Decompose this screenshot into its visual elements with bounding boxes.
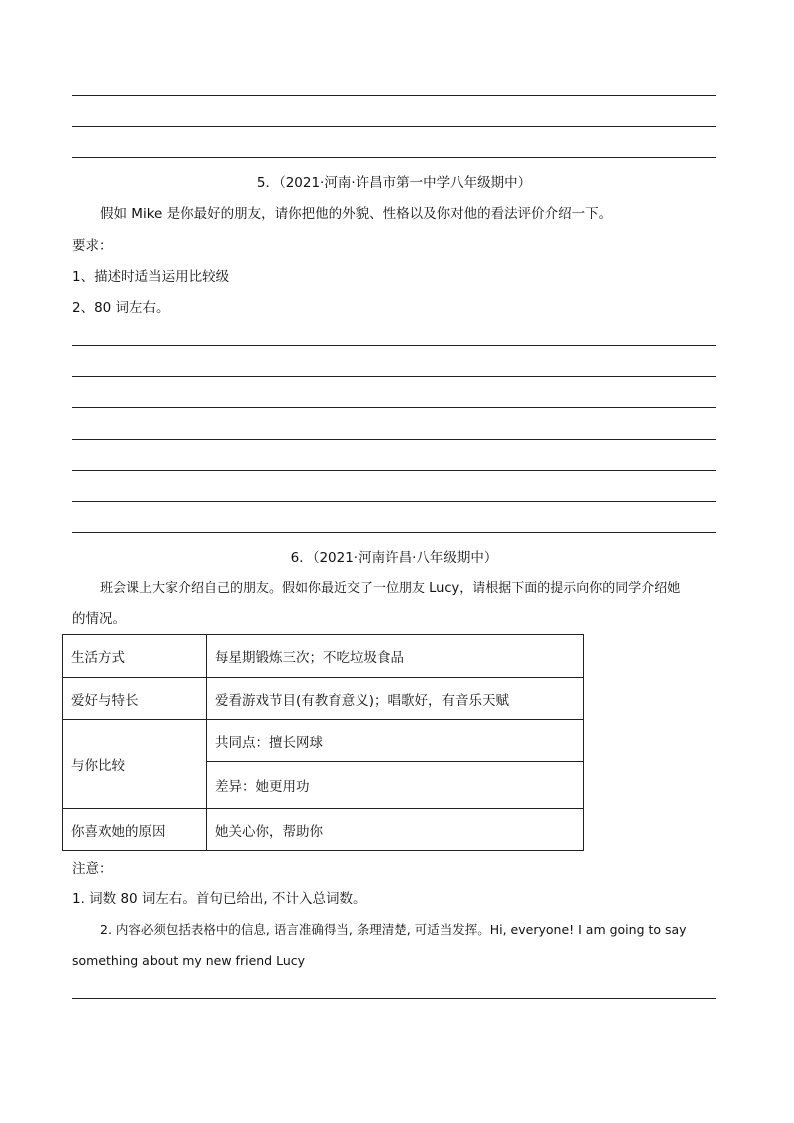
table-row <box>63 678 584 720</box>
question-5-requirements-title: 要求： <box>72 238 113 254</box>
question-6-prompt-line-2: 的情况。 <box>72 611 126 627</box>
table-cell-value: 共同点：擅长网球 <box>207 720 584 762</box>
question-5-requirement-2: 2、80 词左右。 <box>72 300 170 316</box>
answer-line <box>72 157 716 158</box>
answer-line <box>72 345 716 346</box>
answer-line <box>72 376 716 377</box>
table-cell-key: 生活方式 <box>63 635 207 678</box>
question-5-requirement-1: 1、描述时适当运用比较级 <box>72 269 230 285</box>
answer-line <box>72 126 716 127</box>
question-6-note-title: 注意： <box>72 861 113 877</box>
answer-line <box>72 95 716 96</box>
table-cell-key: 与你比较 <box>63 720 207 809</box>
friend-info-table <box>62 634 584 851</box>
question-5-heading: 5．（2021·河南·许昌市第一中学八年级期中） <box>256 175 532 191</box>
table-cell-key: 你喜欢她的原因 <box>63 809 207 851</box>
answer-line <box>72 532 716 533</box>
question-6-note-2-line-1: 2. 内容必须包括表格中的信息, 语言准确得当, 条理清楚, 可适当发挥。Hi, everyone! I am going to say <box>100 922 687 937</box>
table-row <box>63 635 584 678</box>
answer-line <box>72 998 716 999</box>
question-5-prompt: 假如 Mike 是你最好的朋友，请你把他的外貌、性格以及你对他的看法评价介绍一下。 <box>100 206 613 222</box>
table-cell-value: 她关心你，帮助你 <box>207 809 584 851</box>
question-6-note-1: 1. 词数 80 词左右。首句已给出, 不计入总词数。 <box>72 891 367 907</box>
question-6-prompt-line-1: 班会课上大家介绍自己的朋友。假如你最近交了一位朋友 Lucy，请根据下面的提示向你的同学介绍她 <box>100 581 681 596</box>
question-6-note-2-line-2: something about my new friend Lucy <box>72 953 306 968</box>
table-cell-value: 爱看游戏节目(有教育意义)；唱歌好，有音乐天赋 <box>207 678 584 720</box>
answer-line <box>72 470 716 471</box>
table-cell-value: 差异：她更用功 <box>207 762 584 809</box>
table-row <box>63 809 584 851</box>
question-6-heading: 6．（2021·河南许昌·八年级期中） <box>290 550 498 566</box>
answer-line <box>72 407 716 408</box>
answer-line <box>72 501 716 502</box>
table-row <box>63 720 584 762</box>
table-cell-key: 爱好与特长 <box>63 678 207 720</box>
table-cell-value: 每星期锻炼三次；不吃垃圾食品 <box>207 635 584 678</box>
answer-line <box>72 439 716 440</box>
